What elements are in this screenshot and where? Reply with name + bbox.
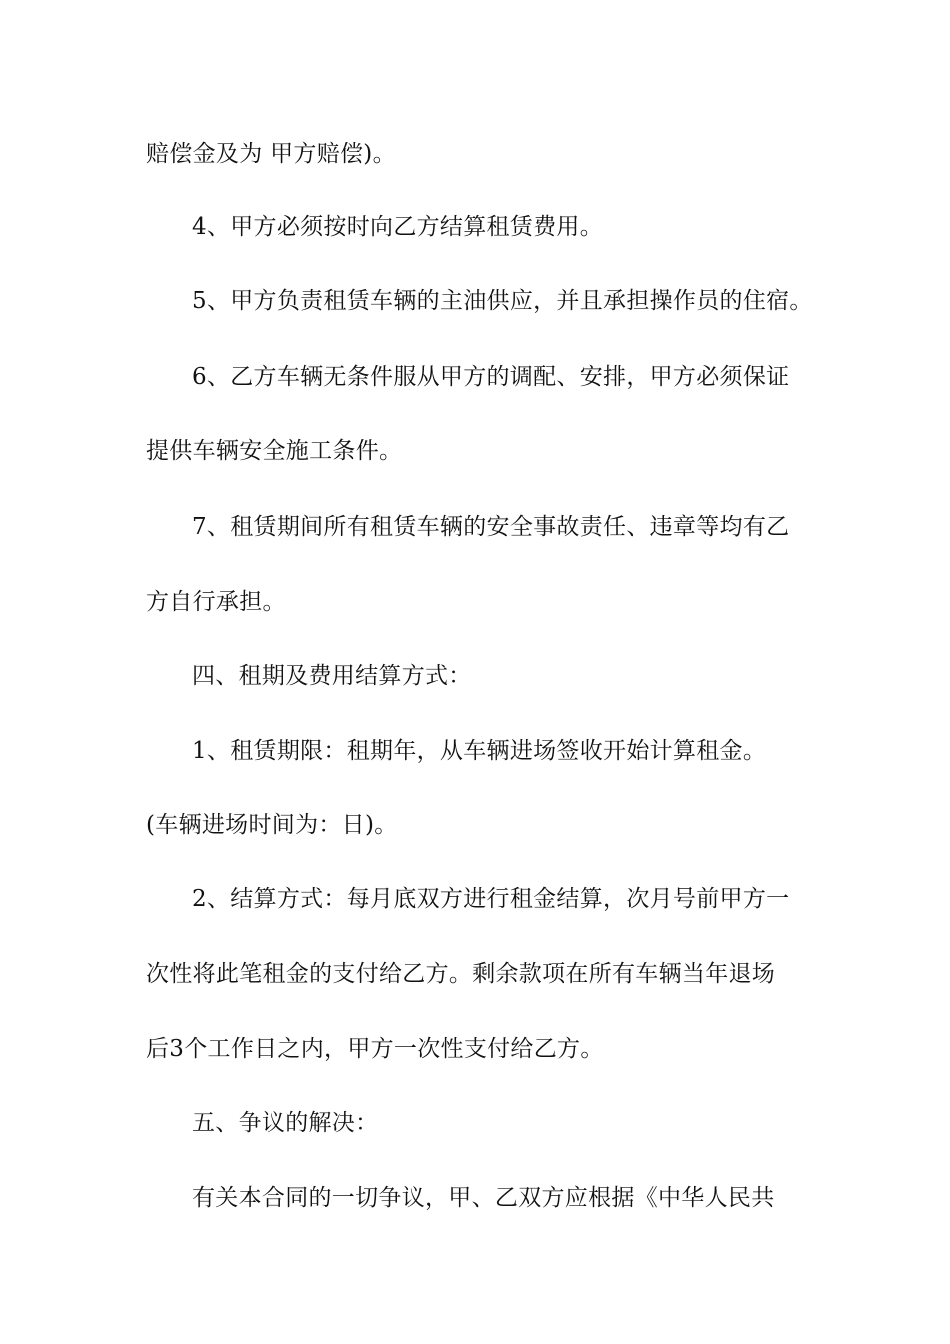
paragraph-line: 方自行承担。 <box>146 589 286 615</box>
paragraph-line: 提供车辆安全施工条件。 <box>146 438 403 464</box>
clause-7-line: 7、租赁期间所有租赁车辆的安全事故责任、违章等均有乙 <box>192 514 790 540</box>
clause-6-line: 6、乙方车辆无条件服从甲方的调配、安排，甲方必须保证 <box>192 364 790 390</box>
paragraph-line: 有关本合同的一切争议，甲、乙双方应根据《中华人民共 <box>192 1185 775 1211</box>
clause-4-line: 4、甲方必须按时向乙方结算租赁费用。 <box>192 214 604 240</box>
paragraph-line: 后3个工作日之内，甲方一次性支付给乙方。 <box>146 1036 604 1062</box>
section-5-heading: 五、争议的解决： <box>192 1110 379 1136</box>
section-4-heading: 四、租期及费用结算方式： <box>192 663 472 689</box>
clause-4-2-line: 2、结算方式：每月底双方进行租金结算，次月号前甲方一 <box>192 886 790 912</box>
paragraph-line: 赔偿金及为 甲方赔偿)。 <box>146 141 396 167</box>
clause-4-1-line: 1、租赁期限：租期年，从车辆进场签收开始计算租金。 <box>192 738 767 764</box>
clause-5-line: 5、甲方负责租赁车辆的主油供应，并且承担操作员的住宿。 <box>192 288 813 314</box>
paragraph-line: 次性将此笔租金的支付给乙方。剩余款项在所有车辆当年退场 <box>146 961 776 987</box>
paragraph-line: (车辆进场时间为：日)。 <box>146 812 398 838</box>
